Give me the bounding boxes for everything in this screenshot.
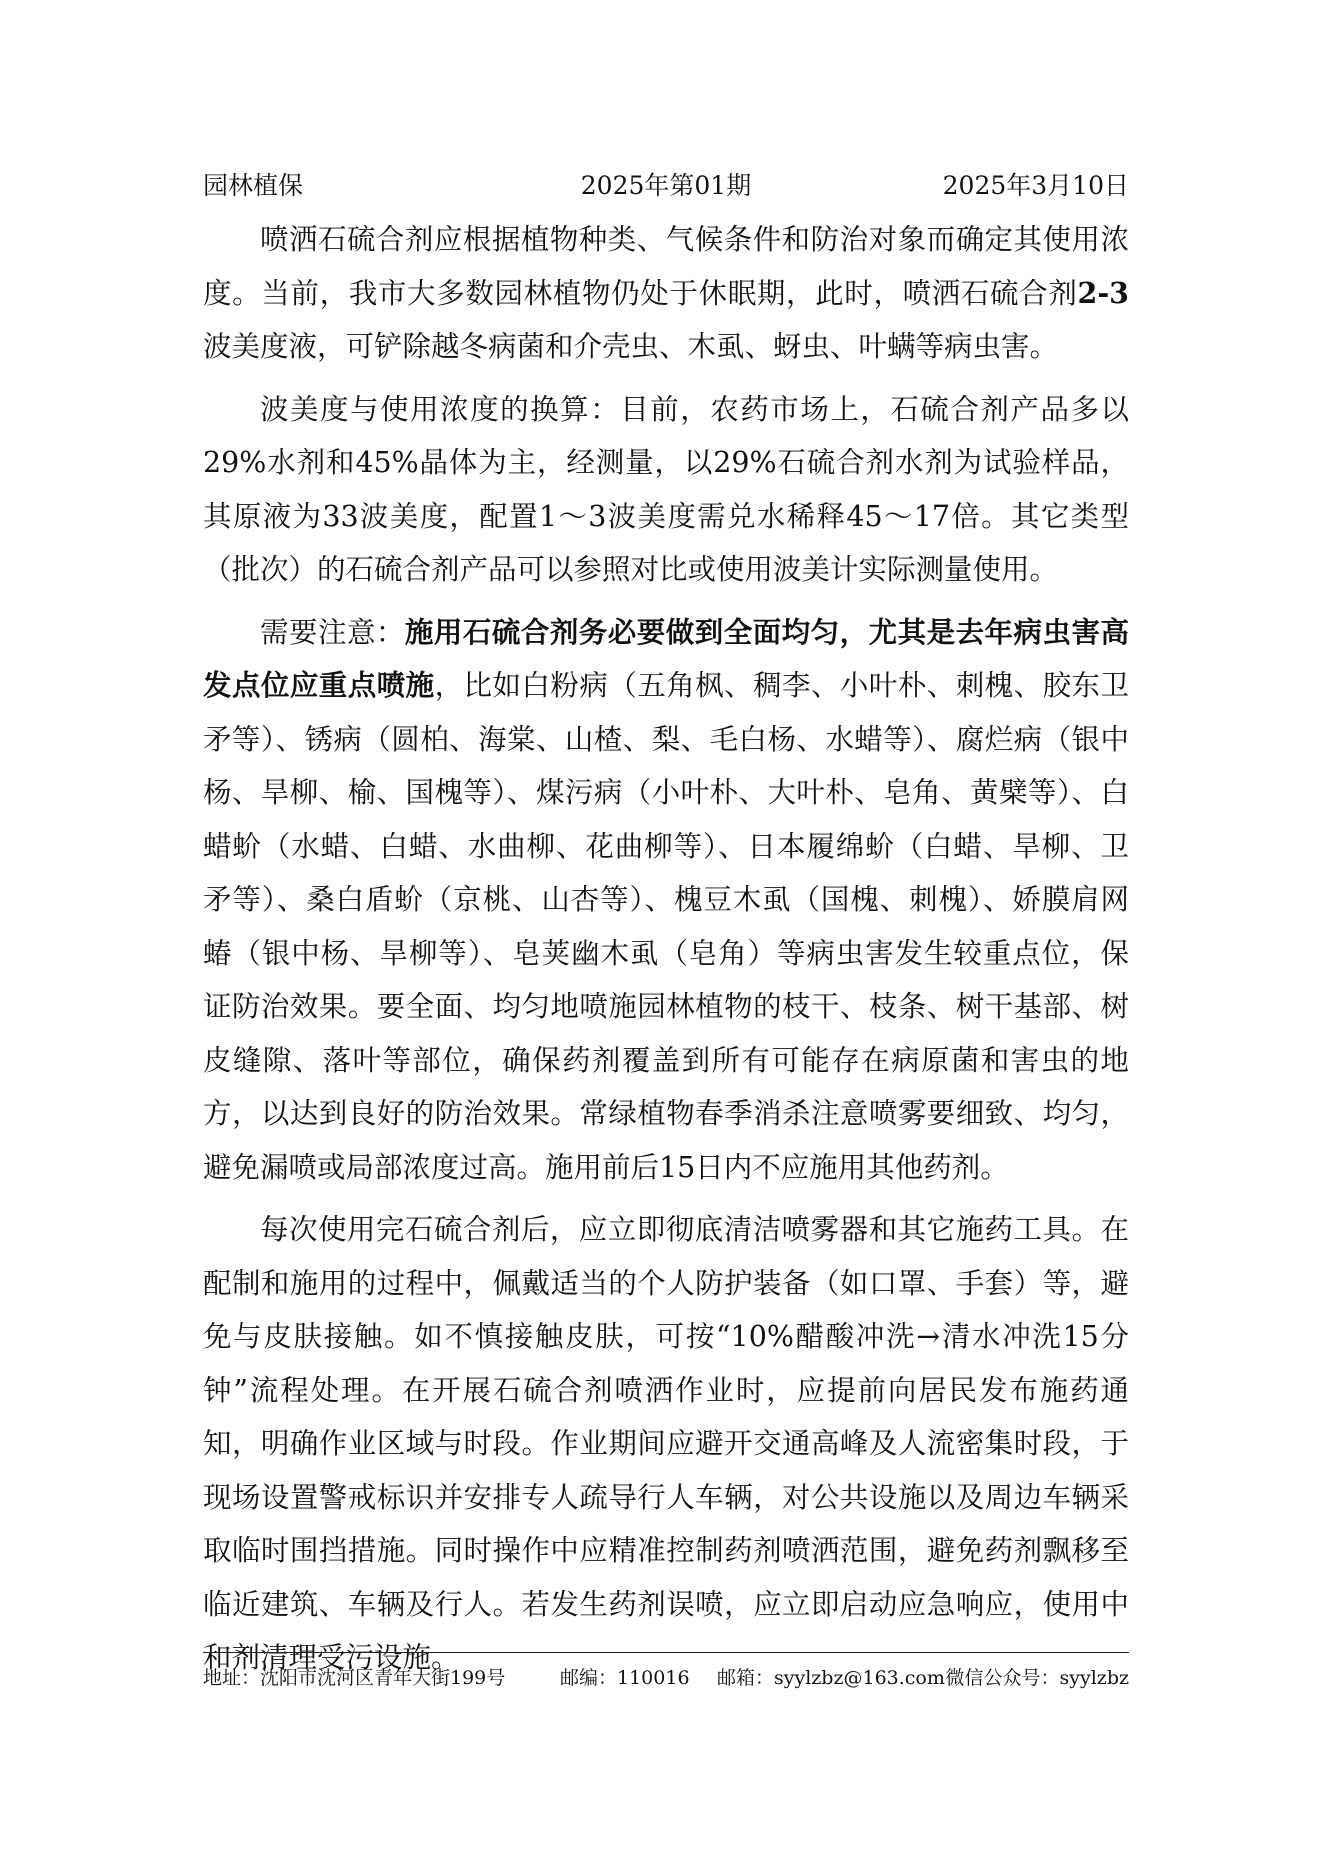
footer-address: 地址：沈阳市沈河区青年大街199号 (203, 1667, 506, 1689)
footer-divider (203, 1652, 1129, 1653)
paragraph-1-text-a: 喷洒石硫合剂应根据植物种类、气候条件和防治对象而确定其使用浓度。当前，我市大多数园林植物仍处于休眠期，此时，喷洒石硫合剂 (203, 223, 1129, 310)
footer-wechat: 微信公众号：syylzbz (945, 1667, 1129, 1689)
paragraph-1-text-b: 波美度液，可铲除越冬病菌和介壳虫、木虱、蚜虫、叶螨等病虫害。 (203, 330, 1059, 363)
paragraph-4 (203, 1203, 1129, 1685)
page-footer (203, 1662, 1129, 1694)
paragraph-2 (203, 383, 1129, 597)
page-header (203, 166, 1129, 206)
footer-email: 邮箱：syylzbz@163.com (717, 1667, 945, 1689)
article-body (203, 213, 1129, 1694)
footer-postcode: 邮编：110016 (560, 1667, 690, 1689)
paragraph-3-text: ，比如白粉病（五角枫、稠李、小叶朴、刺槐、胶东卫矛等）、锈病（圆柏、海棠、山楂、梨、毛白杨、水蜡等）、腐烂病（银中杨、旱柳、榆、国槐等）、煤污病（小叶朴、大叶朴、皂角、黄檗等）、白蜡蚧（水蜡、白蜡、水曲柳、花曲柳等）、日本履绵蚧（白蜡、旱柳、卫矛等）、桑白盾蚧（京桃、山杏等）、槐豆木虱（国槐、刺槐）、娇膜肩网蝽（银中杨、旱柳等）、皂荚幽木虱（皂角）等病虫害发生较重点位，保证防治效果。要全面、均匀地喷施园林植物的枝干、枝条、树干基部、树皮缝隙、落叶等部位，确保药剂覆盖到所有可能存在病原菌和害虫的地方，以达到良好的防治效果。常绿植物春季消杀注意喷雾要细致、均匀，避免漏喷或局部浓度过高。施用前后15日内不应施用其他药剂。 (203, 669, 1129, 1184)
paragraph-2-text: 波美度与使用浓度的换算：目前，农药市场上，石硫合剂产品多以29%水剂和45%晶体为主，经测量，以29%石硫合剂水剂为试验样品，其原液为33波美度，配置1～3波美度需兑水稀释45～17倍。其它类型（批次）的石硫合剂产品可以参照对比或使用波美计实际测量使用。 (203, 392, 1129, 586)
paragraph-3 (203, 606, 1129, 1195)
paragraph-4-text: 每次使用完石硫合剂后，应立即彻底清洁喷雾器和其它施药工具。在配制和施用的过程中，佩戴适当的个人防护装备（如口罩、手套）等，避免与皮肤接触。如不慎接触皮肤，可按“10%醋酸冲洗→清水冲洗15分钟”流程处理。在开展石硫合剂喷洒作业时，应提前向居民发布施药通知，明确作业区域与时段。作业期间应避开交通高峰及人流密集时段，于现场设置警戒标识并安排专人疏导行人车辆，对公共设施以及周边车辆采取临时围挡措施。同时操作中应精准控制药剂喷洒范围，避免药剂飘移至临近建筑、车辆及行人。若发生药剂误喷，应立即启动应急响应，使用中和剂清理受污设施。 (203, 1213, 1129, 1674)
paragraph-3-lead: 需要注意： (260, 615, 405, 649)
paragraph-1-bold-concentration: 2-3 (1077, 275, 1129, 310)
paragraph-1 (203, 213, 1129, 374)
header-date: 2025年3月10日 (942, 171, 1129, 200)
header-publication-name: 园林植保 (203, 171, 304, 200)
paragraph-3-bold-emphasis: 施用石硫合剂务必要做到全面均匀，尤其是去年病虫害高发点位应重点喷施 (203, 614, 1129, 702)
header-issue-number: 2025年第01期 (580, 171, 752, 200)
